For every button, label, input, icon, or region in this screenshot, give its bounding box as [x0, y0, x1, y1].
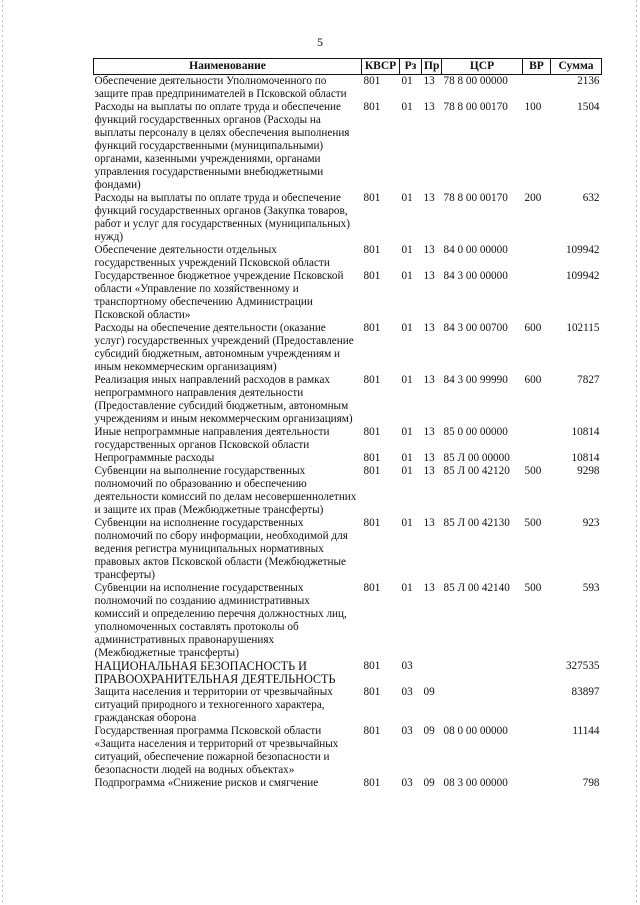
- cell-vr: [523, 426, 551, 452]
- cell-csr: 85 0 00 00000: [443, 426, 508, 438]
- cell-pr: 13: [423, 452, 435, 464]
- cell-kvsr: 801: [363, 686, 381, 698]
- cell-pr: 13: [423, 101, 435, 113]
- cell-csr: 78 8 00 00170: [443, 192, 508, 204]
- header-rz: Рз: [400, 59, 422, 75]
- cell-rz: 01: [401, 192, 413, 204]
- cell-kvsr: 801: [363, 465, 381, 477]
- cell-kvsr: 801: [363, 244, 381, 256]
- cell-name: Обеспечение деятельности отдельных государственных учреждений Псковской области: [94, 244, 330, 269]
- cell-rz: 01: [401, 452, 413, 464]
- cell-name: Иные непрограммные направления деятельности государственных органов Псковской области: [94, 426, 330, 451]
- page-number: 5: [317, 35, 323, 49]
- cell-sum: 10814: [571, 452, 600, 464]
- cell-rz: 01: [401, 517, 413, 529]
- cell-kvsr: 801: [363, 777, 381, 789]
- cell-csr: [442, 686, 523, 725]
- cell-csr: 85 Л 00 42130: [443, 517, 510, 529]
- cell-sum: 83897: [571, 686, 600, 698]
- cell-pr: 13: [423, 270, 435, 282]
- table-row: [94, 452, 602, 465]
- table-row: [94, 374, 602, 426]
- table-header-row: [94, 59, 602, 75]
- budget-table: [93, 58, 602, 790]
- cell-csr: 78 8 00 00000: [443, 75, 508, 87]
- cell-name: Государственное бюджетное учреждение Псковской области «Управление по хозяйственному и транспортному обеспечению Администрации Псковской области»: [94, 270, 344, 321]
- cell-name: Субвенции на исполнение государственных полномочий по сбору информации, необходимой для ведения регистра муниципальных нормативных правовых актов Псковской области (Межбюджетные трансферты): [94, 517, 348, 581]
- cell-kvsr: 801: [363, 270, 381, 282]
- cell-pr: 09: [423, 725, 435, 737]
- cell-rz: 01: [401, 101, 413, 113]
- cell-csr: 85 Л 00 42140: [443, 582, 510, 594]
- scan-edge-left: [2, 0, 3, 905]
- cell-csr: [442, 660, 523, 686]
- cell-rz: 01: [401, 322, 413, 334]
- cell-vr: 100: [524, 101, 542, 113]
- cell-vr: [523, 270, 551, 322]
- cell-sum: 11144: [572, 725, 600, 737]
- table-row: [94, 777, 602, 790]
- cell-vr: [523, 75, 551, 102]
- cell-csr: 84 3 00 00700: [443, 322, 508, 334]
- cell-csr: 84 3 00 99990: [443, 374, 508, 386]
- cell-kvsr: 801: [363, 75, 381, 87]
- table-row: [94, 244, 602, 270]
- cell-kvsr: 801: [363, 725, 381, 737]
- cell-vr: 600: [524, 322, 542, 334]
- cell-pr: 13: [423, 322, 435, 334]
- table-row: [94, 465, 602, 517]
- cell-kvsr: 801: [363, 517, 381, 529]
- cell-csr: 78 8 00 00170: [443, 101, 508, 113]
- cell-rz: 01: [401, 244, 413, 256]
- header-kvsr: КВСР: [362, 59, 400, 75]
- cell-pr: 13: [423, 517, 435, 529]
- cell-kvsr: 801: [363, 452, 381, 464]
- cell-kvsr: 801: [363, 322, 381, 334]
- cell-rz: 01: [401, 582, 413, 594]
- cell-sum: 632: [582, 192, 600, 204]
- header-name: Наименование: [94, 59, 362, 75]
- cell-rz: 01: [401, 270, 413, 282]
- cell-pr: 13: [423, 75, 435, 87]
- cell-name: Реализация иных направлений расходов в рамках непрограммного направления деятельности (Предоставление субсидий бюджетным, автономным учреждениям и иным некоммерческим организациям): [94, 374, 353, 425]
- cell-vr: [523, 660, 551, 686]
- cell-rz: 03: [401, 686, 413, 698]
- cell-sum: 923: [582, 517, 600, 529]
- table-row: [94, 426, 602, 452]
- section-row: [94, 660, 602, 686]
- cell-vr: [523, 777, 551, 790]
- cell-vr: 200: [524, 192, 542, 204]
- table-row: [94, 686, 602, 725]
- cell-rz: 01: [401, 75, 413, 87]
- cell-vr: 500: [524, 517, 542, 529]
- table-body: [94, 75, 602, 791]
- cell-sum: 109942: [565, 270, 600, 282]
- cell-sum: 593: [582, 582, 600, 594]
- cell-name: НАЦИОНАЛЬНАЯ БЕЗОПАСНОСТЬ И ПРАВООХРАНИТЕЛЬНАЯ ДЕЯТЕЛЬНОСТЬ: [94, 659, 336, 686]
- cell-rz: 01: [401, 426, 413, 438]
- cell-kvsr: 801: [363, 192, 381, 204]
- cell-vr: [523, 686, 551, 725]
- cell-csr: 08 0 00 00000: [443, 725, 508, 737]
- cell-csr: 08 3 00 00000: [443, 777, 508, 789]
- table-row: [94, 75, 602, 102]
- cell-vr: 600: [524, 374, 542, 386]
- cell-pr: 13: [423, 426, 435, 438]
- header-csr: ЦСР: [442, 59, 523, 75]
- cell-name: Субвенции на исполнение государственных полномочий по созданию административных комиссий и определению перечня должностных лиц, уполномоченных составлять протоколы об административных правонарушениях (Межбюджетные трансферты): [94, 582, 347, 659]
- cell-csr: 85 Л 00 00000: [443, 452, 510, 464]
- cell-rz: 03: [401, 777, 413, 789]
- cell-kvsr: 801: [363, 426, 381, 438]
- cell-csr: 84 0 00 00000: [443, 244, 508, 256]
- cell-name: Подпрограмма «Снижение рисков и смягчение: [94, 777, 319, 789]
- table-row: [94, 192, 602, 244]
- cell-kvsr: 801: [363, 660, 381, 672]
- cell-kvsr: 801: [363, 101, 381, 113]
- cell-csr: 84 3 00 00000: [443, 270, 508, 282]
- table-row: [94, 270, 602, 322]
- cell-rz: 01: [401, 374, 413, 386]
- cell-vr: 500: [524, 582, 542, 594]
- cell-kvsr: 801: [363, 582, 381, 594]
- cell-vr: [523, 452, 551, 465]
- cell-pr: 13: [423, 374, 435, 386]
- cell-sum: 102115: [566, 322, 600, 334]
- scan-edge-right: [636, 0, 637, 905]
- cell-sum: 2136: [577, 75, 600, 87]
- cell-name: Расходы на выплаты по оплате труда и обеспечение функций государственных органов (Закупка товаров, работ и услуг для государственных (муниципальных) нужд): [94, 192, 350, 243]
- cell-name: Расходы на выплаты по оплате труда и обеспечение функций государственных органов (Расходы на выплаты персоналу в целях обеспечения выполнения функций государственными (муниципальными) органами, казенными учреждениями, органами управления государственными внебюджетными фондами): [94, 101, 350, 191]
- table-row: [94, 517, 602, 582]
- cell-kvsr: 801: [363, 374, 381, 386]
- cell-pr: 13: [423, 582, 435, 594]
- cell-pr: 13: [423, 465, 435, 477]
- table-row: [94, 725, 602, 777]
- cell-pr: 09: [423, 777, 435, 789]
- cell-sum: 9298: [577, 465, 600, 477]
- header-pr: Пр: [422, 59, 442, 75]
- table-row: [94, 322, 602, 374]
- cell-name: Защита населения и территории от чрезвычайных ситуаций природного и техногенного характера, гражданская оборона: [94, 686, 333, 724]
- cell-rz: 03: [401, 660, 413, 672]
- cell-csr: 85 Л 00 42120: [443, 465, 510, 477]
- cell-vr: [523, 244, 551, 270]
- header-vr: ВР: [523, 59, 551, 75]
- cell-sum: 7827: [577, 374, 600, 386]
- cell-rz: 01: [401, 465, 413, 477]
- cell-sum: 109942: [565, 244, 600, 256]
- cell-name: Обеспечение деятельности Уполномоченного по защите прав предпринимателей в Псковской области: [94, 75, 347, 100]
- table-row: [94, 582, 602, 660]
- cell-vr: 500: [524, 465, 542, 477]
- cell-pr: [422, 660, 442, 686]
- cell-name: Расходы на обеспечение деятельности (оказание услуг) государственных учреждений (Предоставление субсидий бюджетным, автономным учреждениям и иным некоммерческим организациям): [94, 322, 354, 373]
- header-sum: Сумма: [551, 59, 602, 75]
- cell-name: Государственная программа Псковской области «Защита населения и территорий от чрезвычайных ситуаций, обеспечение пожарной безопасности и безопасности людей на водных объектах»: [94, 725, 339, 776]
- cell-sum: 798: [582, 777, 600, 789]
- cell-pr: 13: [423, 244, 435, 256]
- cell-pr: 13: [423, 192, 435, 204]
- cell-sum: 327535: [565, 660, 600, 672]
- cell-rz: 03: [401, 725, 413, 737]
- cell-pr: 09: [423, 686, 435, 698]
- table-row: [94, 101, 602, 192]
- cell-sum: 10814: [571, 426, 600, 438]
- cell-name: Непрограммные расходы: [94, 452, 215, 464]
- cell-sum: 1504: [577, 101, 600, 113]
- cell-name: Субвенции на выполнение государственных полномочий по образованию и обеспечению деятельности комиссий по делам несовершеннолетних и защите их прав (Межбюджетные трансферты): [94, 465, 357, 516]
- cell-vr: [523, 725, 551, 777]
